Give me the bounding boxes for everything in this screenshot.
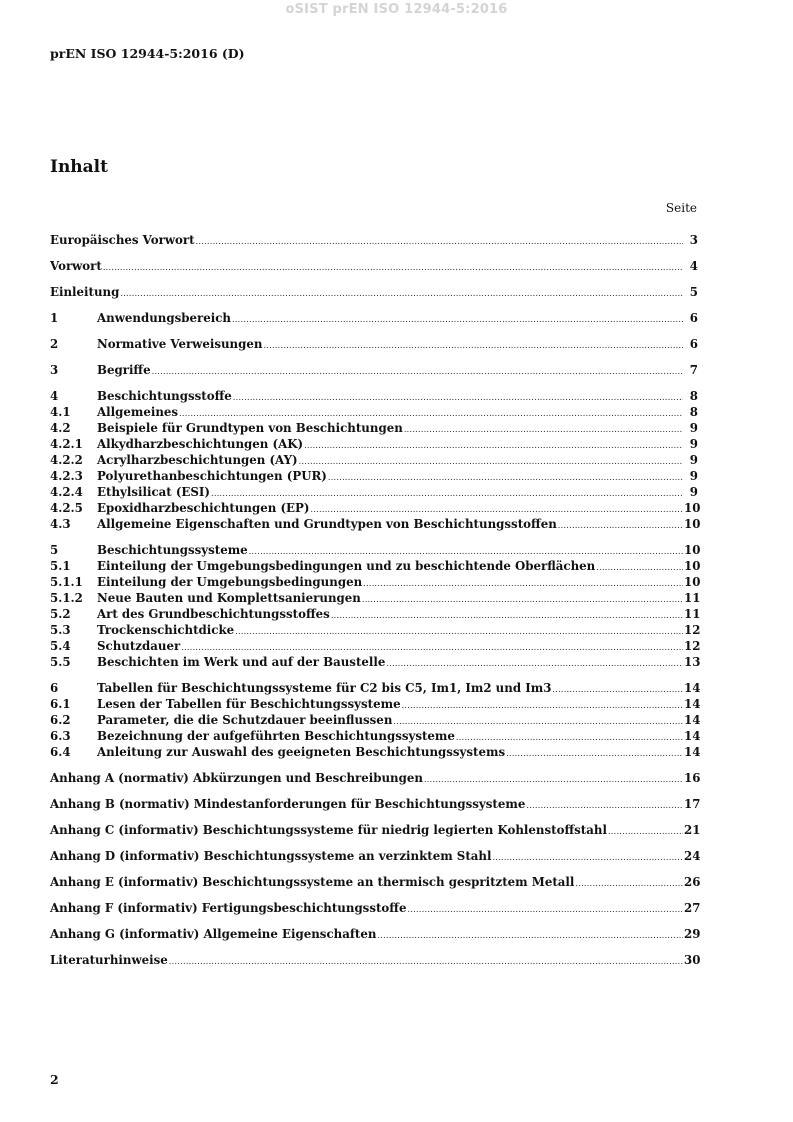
toc-entry-page: 9 xyxy=(689,453,698,467)
toc-entry-number: 4 xyxy=(50,389,59,403)
toc-entry[interactable] xyxy=(50,469,698,485)
toc-entry-page: 14 xyxy=(684,681,701,695)
dot-leader xyxy=(377,929,683,943)
toc-entry[interactable] xyxy=(50,421,698,437)
toc-entry[interactable] xyxy=(50,501,701,517)
dot-leader xyxy=(310,503,683,517)
toc-entry[interactable] xyxy=(50,729,701,745)
toc-entry[interactable] xyxy=(50,953,701,969)
toc-entry[interactable] xyxy=(50,311,698,327)
toc-entry-title: Normative Verweisungen xyxy=(97,337,263,351)
dot-leader xyxy=(596,561,683,575)
dot-leader xyxy=(263,339,683,353)
toc-entry-title: Tabellen für Beschichtungssysteme für C2 bis C5, Im1, Im2 und Im3 xyxy=(97,681,552,695)
toc-entry-title: Bezeichnung der aufgeführten Beschichtungssysteme xyxy=(97,729,455,743)
table-of-contents xyxy=(50,233,701,969)
toc-entry[interactable] xyxy=(50,233,698,249)
dot-leader xyxy=(304,439,683,453)
toc-entry-number: 3 xyxy=(50,363,59,377)
toc-entry-page: 14 xyxy=(684,697,701,711)
watermark: oSIST prEN ISO 12944-5:2016 xyxy=(285,2,508,17)
toc-entry-number: 2 xyxy=(50,337,59,351)
toc-entry-page: 8 xyxy=(689,405,698,419)
dot-leader xyxy=(526,799,683,813)
toc-entry-title: Beispiele für Grundtypen von Beschichtungen xyxy=(97,421,403,435)
toc-entry-page: 8 xyxy=(689,389,698,403)
toc-entry-number: 5.4 xyxy=(50,639,71,653)
dot-leader xyxy=(407,903,683,917)
toc-entry-page: 10 xyxy=(684,517,701,531)
dot-leader xyxy=(103,261,683,275)
toc-entry-page: 14 xyxy=(684,713,701,727)
toc-entry-title: Anhang F (informativ) Fertigungsbeschichtungsstoffe xyxy=(50,901,407,915)
toc-entry-page: 4 xyxy=(689,259,698,273)
toc-entry-page: 7 xyxy=(689,363,698,377)
toc-entry-title: Anhang G (informativ) Allgemeine Eigenschaften xyxy=(50,927,377,941)
dot-leader xyxy=(328,471,683,485)
toc-entry[interactable] xyxy=(50,437,698,453)
toc-entry[interactable] xyxy=(50,681,701,697)
toc-entry-number: 5.3 xyxy=(50,623,71,637)
toc-entry-title: Allgemeine Eigenschaften und Grundtypen von Beschichtungsstoffen xyxy=(97,517,557,531)
toc-entry-title: Trockenschichtdicke xyxy=(97,623,235,637)
toc-entry-page: 26 xyxy=(684,875,701,889)
toc-entry-title: Einteilung der Umgebungsbedingungen und zu beschichtende Oberflächen xyxy=(97,559,596,573)
toc-entry-title: Allgemeines xyxy=(97,405,179,419)
toc-entry[interactable] xyxy=(50,259,698,275)
dot-leader xyxy=(363,577,683,591)
dot-leader xyxy=(608,825,683,839)
toc-entry-page: 9 xyxy=(689,437,698,451)
toc-entry-page: 29 xyxy=(684,927,701,941)
toc-entry-page: 13 xyxy=(684,655,701,669)
toc-entry-title: Parameter, die die Schutzdauer beeinflussen xyxy=(97,713,393,727)
toc-entry-title: Europäisches Vorwort xyxy=(50,233,195,247)
toc-entry-title: Einteilung der Umgebungsbedingungen xyxy=(97,575,363,589)
toc-entry[interactable] xyxy=(50,485,698,501)
toc-entry-number: 4.3 xyxy=(50,517,71,531)
toc-entry-page: 9 xyxy=(689,485,698,499)
toc-entry-title: Polyurethanbeschichtungen (PUR) xyxy=(97,469,327,483)
toc-entry[interactable] xyxy=(50,591,701,607)
toc-entry-page: 30 xyxy=(684,953,701,967)
toc-entry-page: 9 xyxy=(689,469,698,483)
toc-entry-number: 6.2 xyxy=(50,713,71,727)
toc-entry-number: 5.1.2 xyxy=(50,591,83,605)
dot-leader xyxy=(232,313,683,327)
toc-entry[interactable] xyxy=(50,823,701,839)
toc-entry-number: 1 xyxy=(50,311,59,325)
dot-leader xyxy=(179,407,683,421)
toc-entry-page: 6 xyxy=(689,311,698,325)
toc-entry-title: Anhang C (informativ) Beschichtungssysteme für niedrig legierten Kohlenstoffstahl xyxy=(50,823,607,837)
toc-entry-page: 14 xyxy=(684,745,701,759)
toc-entry[interactable] xyxy=(50,405,698,421)
toc-entry-title: Lesen der Tabellen für Beschichtungssysteme xyxy=(97,697,401,711)
dot-leader xyxy=(235,625,683,639)
dot-leader xyxy=(424,773,683,787)
dot-leader xyxy=(552,683,683,697)
toc-entry[interactable] xyxy=(50,453,698,469)
toc-entry-number: 4.2.5 xyxy=(50,501,83,515)
toc-entry-number: 6.3 xyxy=(50,729,71,743)
toc-entry-title: Art des Grundbeschichtungsstoffes xyxy=(97,607,330,621)
toc-entry-page: 10 xyxy=(684,559,701,573)
toc-entry[interactable] xyxy=(50,623,701,639)
toc-entry-page: 14 xyxy=(684,729,701,743)
toc-entry[interactable] xyxy=(50,575,701,591)
document-id: prEN ISO 12944-5:2016 (D) xyxy=(50,46,245,61)
dot-leader xyxy=(211,487,683,501)
toc-entry-page: 24 xyxy=(684,849,701,863)
toc-entry[interactable] xyxy=(50,607,701,623)
toc-entry[interactable] xyxy=(50,745,701,761)
toc-entry-number: 4.1 xyxy=(50,405,71,419)
page-column-label: Seite xyxy=(665,201,697,215)
toc-entry[interactable] xyxy=(50,901,701,917)
toc-entry[interactable] xyxy=(50,285,698,301)
dot-leader xyxy=(456,731,683,745)
toc-entry[interactable] xyxy=(50,363,698,379)
toc-entry-title: Neue Bauten und Komplettsanierungen xyxy=(97,591,361,605)
toc-entry-title: Anhang D (informativ) Beschichtungssysteme an verzinktem Stahl xyxy=(50,849,492,863)
toc-entry-page: 12 xyxy=(684,639,701,653)
toc-entry-number: 5.1 xyxy=(50,559,71,573)
toc-entry-title: Begriffe xyxy=(97,363,151,377)
toc-entry[interactable] xyxy=(50,697,701,713)
toc-entry[interactable] xyxy=(50,849,701,865)
toc-entry[interactable] xyxy=(50,543,701,559)
toc-entry[interactable] xyxy=(50,927,701,943)
dot-leader xyxy=(152,365,683,379)
dot-leader xyxy=(196,235,683,249)
toc-entry-number: 6 xyxy=(50,681,59,695)
toc-entry[interactable] xyxy=(50,713,701,729)
toc-entry-page: 11 xyxy=(684,607,701,621)
toc-entry-title: Ethylsilicat (ESI) xyxy=(97,485,211,499)
toc-entry-title: Anwendungsbereich xyxy=(97,311,231,325)
toc-entry-number: 5.2 xyxy=(50,607,71,621)
toc-entry-number: 4.2.4 xyxy=(50,485,83,499)
toc-entry[interactable] xyxy=(50,639,701,655)
page-number: 2 xyxy=(50,1072,59,1087)
toc-entry-title: Schutzdauer xyxy=(97,639,181,653)
dot-leader xyxy=(506,747,683,761)
toc-entry-number: 4.2 xyxy=(50,421,71,435)
toc-entry-page: 10 xyxy=(684,543,701,557)
toc-entry-title: Anhang E (informativ) Beschichtungssysteme an thermisch gespritztem Metall xyxy=(50,875,575,889)
toc-entry-page: 10 xyxy=(684,575,701,589)
toc-entry-title: Epoxidharzbeschichtungen (EP) xyxy=(97,501,310,515)
toc-entry-title: Alkydharzbeschichtungen (AK) xyxy=(97,437,304,451)
toc-entry-number: 6.1 xyxy=(50,697,71,711)
toc-entry[interactable] xyxy=(50,875,701,891)
toc-entry-page: 3 xyxy=(689,233,698,247)
toc-entry-page: 17 xyxy=(684,797,701,811)
toc-entry[interactable] xyxy=(50,517,701,533)
toc-entry-title: Acrylharzbeschichtungen (AY) xyxy=(97,453,298,467)
toc-entry-page: 11 xyxy=(684,591,701,605)
toc-entry-page: 9 xyxy=(689,421,698,435)
dot-leader xyxy=(386,657,683,671)
toc-entry[interactable] xyxy=(50,655,701,671)
toc-entry[interactable] xyxy=(50,337,698,353)
toc-entry-title: Anhang B (normativ) Mindestanforderungen für Beschichtungssysteme xyxy=(50,797,526,811)
dot-leader xyxy=(181,641,683,655)
toc-entry-page: 12 xyxy=(684,623,701,637)
toc-entry-number: 4.2.3 xyxy=(50,469,83,483)
dot-leader xyxy=(393,715,683,729)
toc-entry-number: 4.2.1 xyxy=(50,437,83,451)
toc-entry-page: 6 xyxy=(689,337,698,351)
toc-title: Inhalt xyxy=(50,157,108,177)
toc-entry-number: 6.4 xyxy=(50,745,71,759)
toc-entry-title: Beschichten im Werk und auf der Baustelle xyxy=(97,655,386,669)
toc-entry-page: 27 xyxy=(684,901,701,915)
dot-leader xyxy=(169,955,683,969)
toc-entry[interactable] xyxy=(50,797,701,813)
dot-leader xyxy=(299,455,683,469)
dot-leader xyxy=(404,423,683,437)
toc-entry-title: Literaturhinweise xyxy=(50,953,168,967)
toc-entry-number: 5.5 xyxy=(50,655,71,669)
toc-entry-page: 16 xyxy=(684,771,701,785)
dot-leader xyxy=(575,877,683,891)
toc-entry-page: 21 xyxy=(684,823,701,837)
toc-entry-title: Anhang A (normativ) Abkürzungen und Beschreibungen xyxy=(50,771,423,785)
toc-entry-title: Anleitung zur Auswahl des geeigneten Beschichtungssystems xyxy=(97,745,506,759)
dot-leader xyxy=(362,593,683,607)
toc-entry-page: 10 xyxy=(684,501,701,515)
toc-entry-title: Einleitung xyxy=(50,285,120,299)
toc-entry-number: 5 xyxy=(50,543,59,557)
toc-entry-title: Beschichtungssysteme xyxy=(97,543,248,557)
toc-entry-title: Vorwort xyxy=(50,259,102,273)
dot-leader xyxy=(558,519,683,533)
toc-entry-number: 5.1.1 xyxy=(50,575,83,589)
toc-entry-page: 5 xyxy=(689,285,698,299)
dot-leader xyxy=(120,287,683,301)
toc-entry[interactable] xyxy=(50,389,698,405)
dot-leader xyxy=(402,699,683,713)
toc-entry[interactable] xyxy=(50,559,701,575)
toc-entry-title: Beschichtungsstoffe xyxy=(97,389,232,403)
dot-leader xyxy=(492,851,683,865)
toc-entry-number: 4.2.2 xyxy=(50,453,83,467)
dot-leader xyxy=(233,391,683,405)
toc-entry[interactable] xyxy=(50,771,701,787)
dot-leader xyxy=(331,609,683,623)
dot-leader xyxy=(249,545,683,559)
